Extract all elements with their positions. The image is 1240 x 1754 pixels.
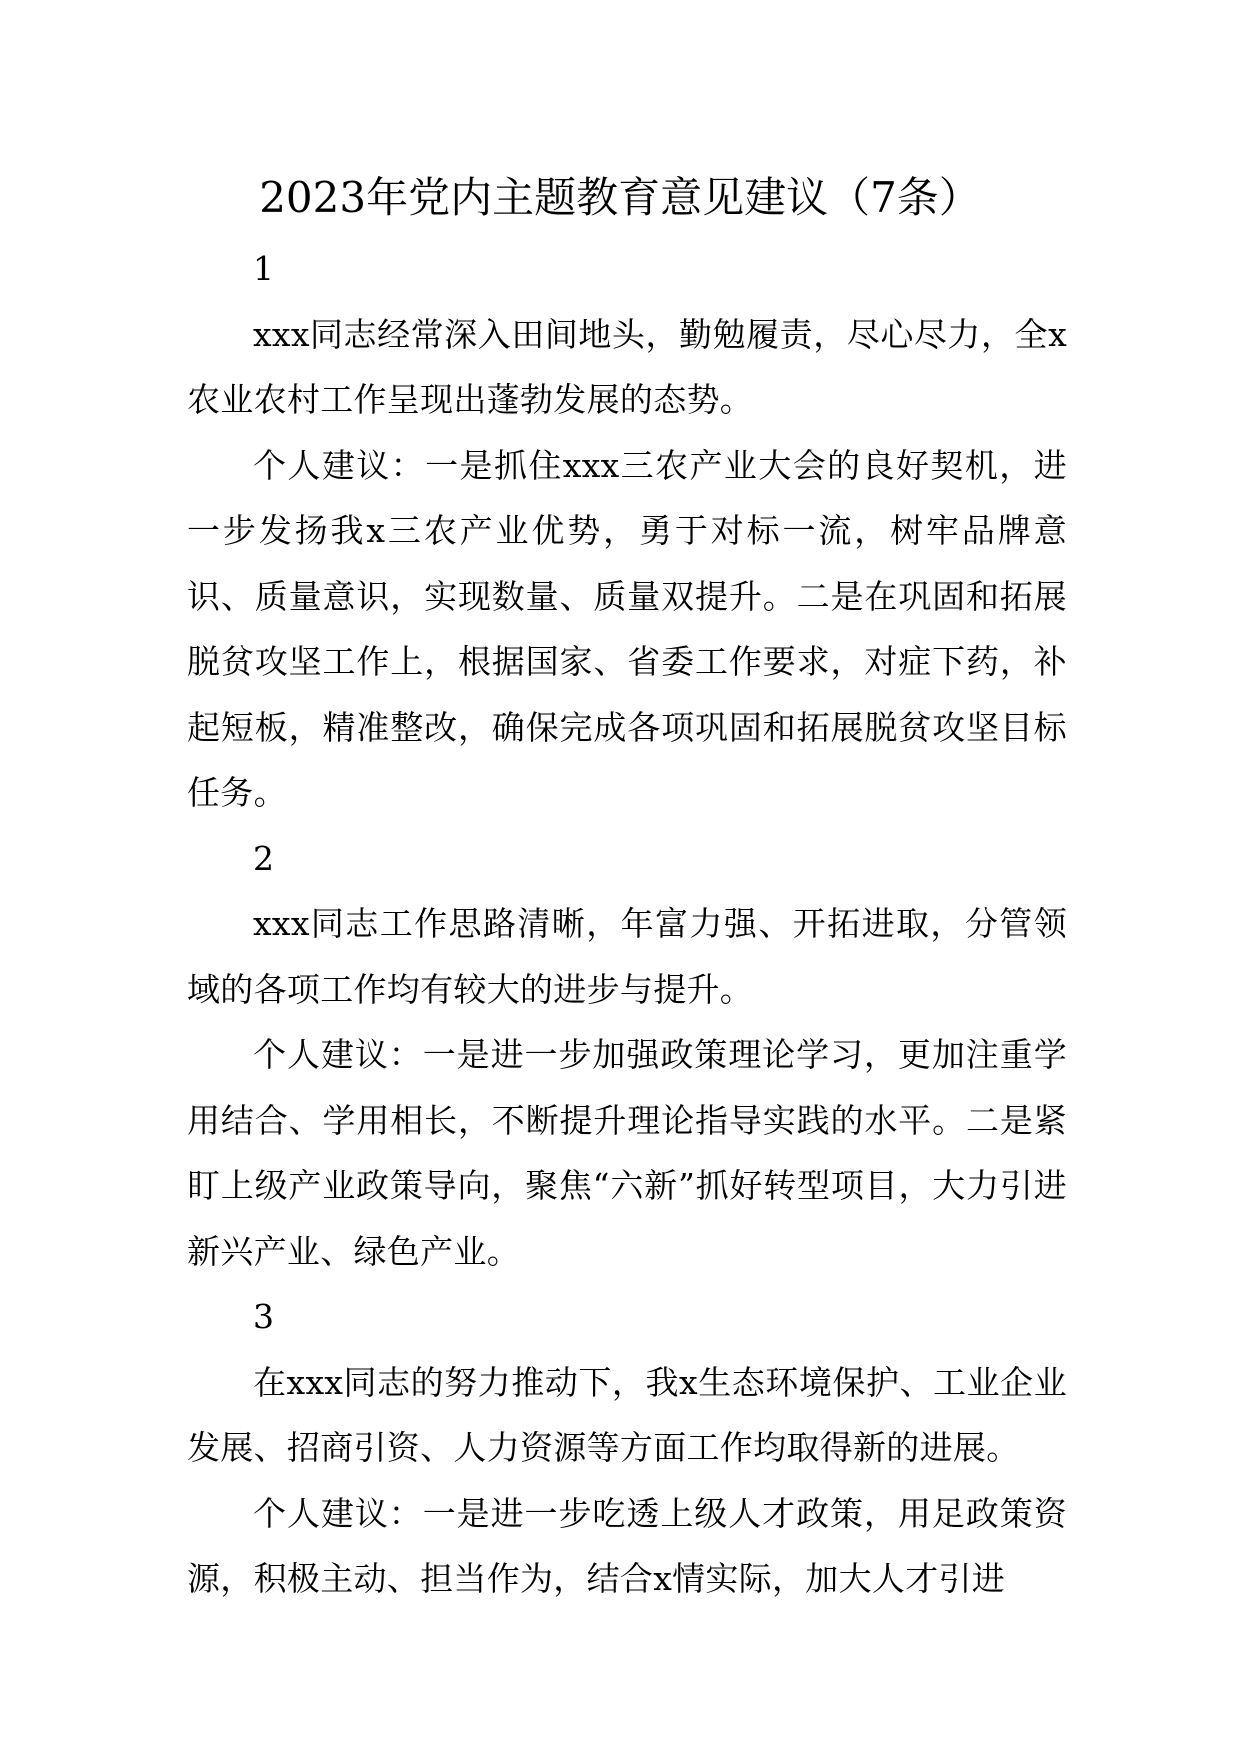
document-body (187, 236, 1067, 1612)
section-number: 2 (253, 838, 275, 878)
section-number: 1 (253, 249, 275, 288)
paragraph: xxx同志工作思路清晰，年富力强、开拓进取，分管领域的各项工作均有较大的进步与提升。 (187, 904, 1067, 1009)
suggestion-paragraph: 个人建议：一是抓住xxx三农产业大会的良好契机，进一步发扬我x三农产业优势，勇于对标一流，树牢品牌意识、质量意识，实现数量、质量双提升。二是在巩固和拓展脱贫攻坚工作上，根据国家、省委工作要求，对症下药，补起短板，精准整改，确保完成各项巩固和拓展脱贫攻坚目标任务。 (187, 445, 1067, 812)
suggestion-paragraph: 个人建议：一是进一步加强政策理论学习，更加注重学用结合、学用相长，不断提升理论指导实践的水平。二是紧盯上级产业政策导向，聚焦“六新”抓好转型项目，大力引进新兴产业、绿色产业。 (187, 1035, 1067, 1271)
document-title: 2023年党内主题教育意见建议（7条） (259, 173, 981, 222)
paragraph: xxx同志经常深入田间地头，勤勉履责，尽心尽力，全x农业农村工作呈现出蓬勃发展的态势。 (187, 314, 1067, 419)
paragraph: 在xxx同志的努力推动下，我x生态环境保护、工业企业发展、招商引资、人力资源等方面工作均取得新的进展。 (187, 1362, 1067, 1467)
section-number: 3 (253, 1297, 275, 1336)
suggestion-paragraph: 个人建议：一是进一步吃透上级人才政策，用足政策资源，积极主动、担当作为，结合x情实际，加大人才引进 (187, 1493, 1067, 1598)
